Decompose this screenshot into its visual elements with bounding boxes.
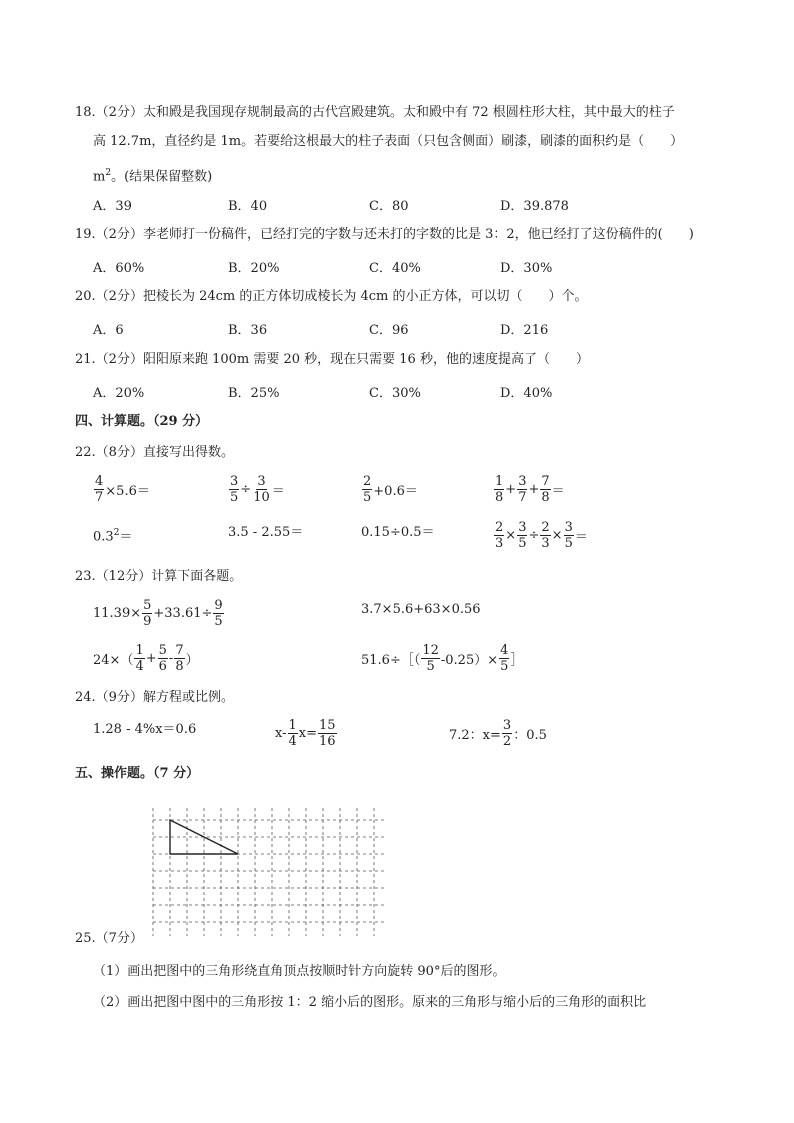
q20-option-c[interactable]: C．96 — [369, 323, 409, 338]
fraction: $\frac{7}{8}$ — [175, 643, 184, 674]
q21-option-b[interactable]: B．25% — [228, 386, 280, 401]
fraction: $\frac{2}{3}$ — [495, 520, 504, 551]
q21-options — [93, 382, 733, 400]
q24-expr-3: 7.2：x= $\frac{3}{2}$ ：0.5 — [449, 718, 547, 749]
q18-option-a[interactable]: A．39 — [93, 199, 132, 214]
q18-option-d[interactable]: D．39.878 — [500, 199, 569, 214]
q25-label: 25.（7分） — [75, 931, 143, 946]
fraction: $\frac{3}{7}$ — [518, 474, 527, 505]
q21-text: 21.（2分）阳阳原来跑 100m 需要 20 秒，现在只需要 16 秒，他的速度提高了（ ） — [75, 352, 589, 367]
q23-title: 23.（12分）计算下面各题。 — [75, 569, 243, 584]
q22-title: 22.（8分）直接写出得数。 — [75, 445, 234, 460]
q19-text: 19.（2分）李老师打一份稿件，已经打完的字数与还未打的字数的比是 3：2，他已经打了这份稿件的( ) — [75, 227, 694, 242]
q24-title: 24.（9分）解方程或比例。 — [75, 690, 234, 705]
q25-sub1: （1）画出把图中的三角形绕直角顶点按顺时针方向旋转 90°后的图形。 — [93, 964, 506, 979]
q22-expr-1: $\frac{4}{7}$ ×5.6＝ — [95, 474, 150, 505]
q18-line3: $m^2$。(结果保留整数) — [93, 168, 213, 185]
q22-expr-7: 0.15÷0.5＝ — [361, 525, 435, 540]
q22-expr-4: $\frac{1}{8}$ + $\frac{3}{7}$ + $\frac{7}{8}$ ＝ — [495, 474, 565, 505]
fraction: $\frac{1}{8}$ — [495, 474, 504, 505]
fraction: $\frac{4}{5}$ — [500, 643, 509, 674]
fraction: $\frac{3}{2}$ — [502, 718, 512, 749]
q19-option-b[interactable]: B．20% — [228, 261, 280, 276]
q18-line2: 高 12.7m，直径约是 1m。若要给这根最大的柱子表面（只包含侧面）刷漆，刷漆的面积约是（ ） — [93, 134, 684, 149]
q20-text: 20.（2分）把棱长为 24cm 的正方体切成棱长为 4cm 的小正方体，可以切（ ）个。 — [75, 289, 588, 304]
q21-option-a[interactable]: A．20% — [93, 386, 145, 401]
q18-option-c[interactable]: C．80 — [369, 199, 409, 214]
grid-lines — [153, 808, 387, 936]
fraction: $\frac{4}{7}$ — [95, 474, 104, 505]
fraction: $\frac{9}{5}$ — [214, 598, 223, 629]
q20-options — [93, 319, 733, 337]
fraction: $\frac{2}{3}$ — [541, 520, 550, 551]
q22-expr-5: $0.3^2=$ — [93, 528, 133, 545]
fraction: $\frac{3}{5}$ — [230, 474, 239, 505]
fraction: $\frac{7}{8}$ — [541, 474, 550, 505]
q21-option-d[interactable]: D．40% — [500, 386, 553, 401]
q24-expr-2: x- $\frac{1}{4}$ x= $\frac{15}{16}$ — [275, 718, 336, 749]
fraction: $\frac{2}{5}$ — [363, 474, 372, 505]
q25-sub2: （2）画出把图中图中的三角形按 1：2 缩小后的图形。原来的三角形与缩小后的三角形的面积比 — [93, 995, 647, 1010]
fraction: $\frac{15}{16}$ — [319, 718, 336, 749]
q19-option-d[interactable]: D．30% — [500, 261, 553, 276]
fraction: $\frac{3}{5}$ — [564, 520, 573, 551]
q20-option-d[interactable]: D．216 — [500, 323, 549, 338]
q23-expr-1: 11.39× $\frac{5}{9}$ +33.61÷ $\frac{9}{5}$ — [93, 598, 223, 629]
q19-option-c[interactable]: C．40% — [369, 261, 421, 276]
q19-options — [93, 257, 733, 275]
section-5-heading: 五、操作题。（7 分） — [75, 766, 200, 781]
q22-expr-6: 3.5 - 2.55＝ — [228, 525, 304, 540]
q22-expr-3: $\frac{2}{5}$ +0.6＝ — [363, 474, 418, 505]
q18-line1: 18.（2分）太和殿是我国现存规制最高的古代宫殿建筑。太和殿中有 72 根圆柱形大柱，其中最大的柱子 — [75, 105, 675, 120]
q22-expr-8: $\frac{2}{3}$ × $\frac{3}{5}$ ÷ $\frac{2}{3}$ × $\frac{3}{5}$ ＝ — [495, 520, 588, 551]
q23-expr-2: 3.7×5.6+63×0.56 — [361, 602, 481, 617]
fraction: $\frac{1}{4}$ — [135, 643, 144, 674]
triangle-grid-figure — [151, 806, 391, 938]
q24-expr-1: 1.28 - 4%x＝0.6 — [93, 722, 197, 737]
fraction: $\frac{1}{4}$ — [288, 718, 297, 749]
q23-expr-3: 24×（ $\frac{1}{4}$ + $\frac{5}{6}$ - $\frac{7}{8}$ ） — [93, 643, 199, 674]
q23-expr-4: 51.6÷［（ $\frac{12}{5}$ -0.25）× $\frac{4}{5}$ ］ — [361, 643, 524, 674]
fraction: $\frac{3}{10}$ — [253, 474, 270, 505]
q20-option-b[interactable]: B．36 — [228, 323, 268, 338]
fraction: $\frac{12}{5}$ — [422, 643, 439, 674]
fraction: $\frac{5}{6}$ — [158, 643, 167, 674]
fraction: $\frac{5}{9}$ — [143, 598, 152, 629]
q19-option-a[interactable]: A．60% — [93, 261, 145, 276]
section-4-heading: 四、计算题。（29 分） — [75, 414, 209, 429]
q21-option-c[interactable]: C．30% — [369, 386, 421, 401]
fraction: $\frac{3}{5}$ — [518, 520, 527, 551]
q20-option-a[interactable]: A．6 — [93, 323, 124, 338]
q22-expr-2: $\frac{3}{5}$ ÷ $\frac{3}{10}$ ＝ — [230, 474, 285, 505]
q18-option-b[interactable]: B．40 — [228, 199, 268, 214]
q18-options — [93, 195, 733, 213]
